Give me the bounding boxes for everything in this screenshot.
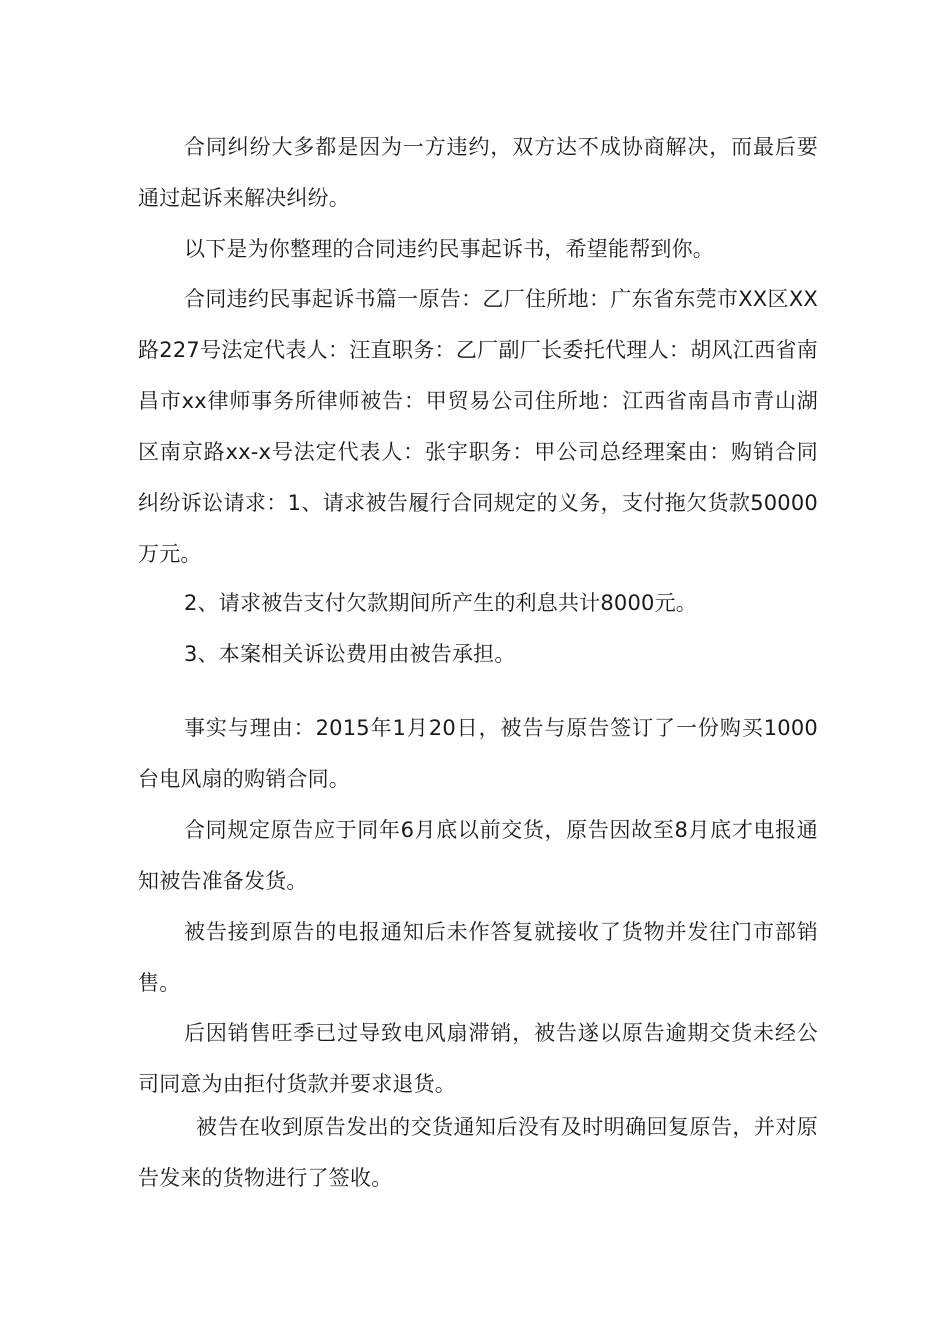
paragraph-refusal: 后因销售旺季已过导致电风扇滞销，被告遂以原告逾期交货未经公司同意为由拒付货款并要求退货。 (138, 1021, 818, 1096)
paragraph-delivery: 合同规定原告应于同年6月底以前交货，原告因故至8月底才电报通知被告准备发货。 (138, 818, 818, 893)
paragraph-parties: 合同违约民事起诉书篇一原告：乙厂住所地：广东省东莞市XX区XX路227号法定代表人：汪直职务：乙厂副厂长委托代理人：胡风江西省南昌市xx律师事务所律师被告：甲贸易公司住所地：江西省南昌市青山湖区南京路xx-x号法定代表人：张宇职务：甲公司总经理案由：购销合同纠纷诉讼请求：1、请求被告履行合同规定的义务，支付拖欠货款50000万元。 (138, 287, 818, 566)
paragraph-receipt: 被告接到原告的电报通知后未作答复就接收了货物并发往门市部销售。 (138, 920, 818, 995)
paragraph-facts: 事实与理由：2015年1月20日，被告与原告签订了一份购买1000台电风扇的购销合同。 (138, 716, 818, 791)
paragraph-claim-2: 2、请求被告支付欠款期间所产生的利息共计8000元。 (184, 591, 698, 615)
paragraph-summary: 以下是为你整理的合同违约民事起诉书，希望能帮到你。 (184, 237, 714, 261)
paragraph-intro: 合同纠纷大多都是因为一方违约，双方达不成协商解决，而最后要通过起诉来解决纠纷。 (138, 135, 818, 210)
paragraph-acknowledgement: 被告在收到原告发出的交货通知后没有及时明确回复原告，并对原告发来的货物进行了签收。 (138, 1115, 818, 1190)
paragraph-claim-3: 3、本案相关诉讼费用由被告承担。 (184, 642, 516, 666)
